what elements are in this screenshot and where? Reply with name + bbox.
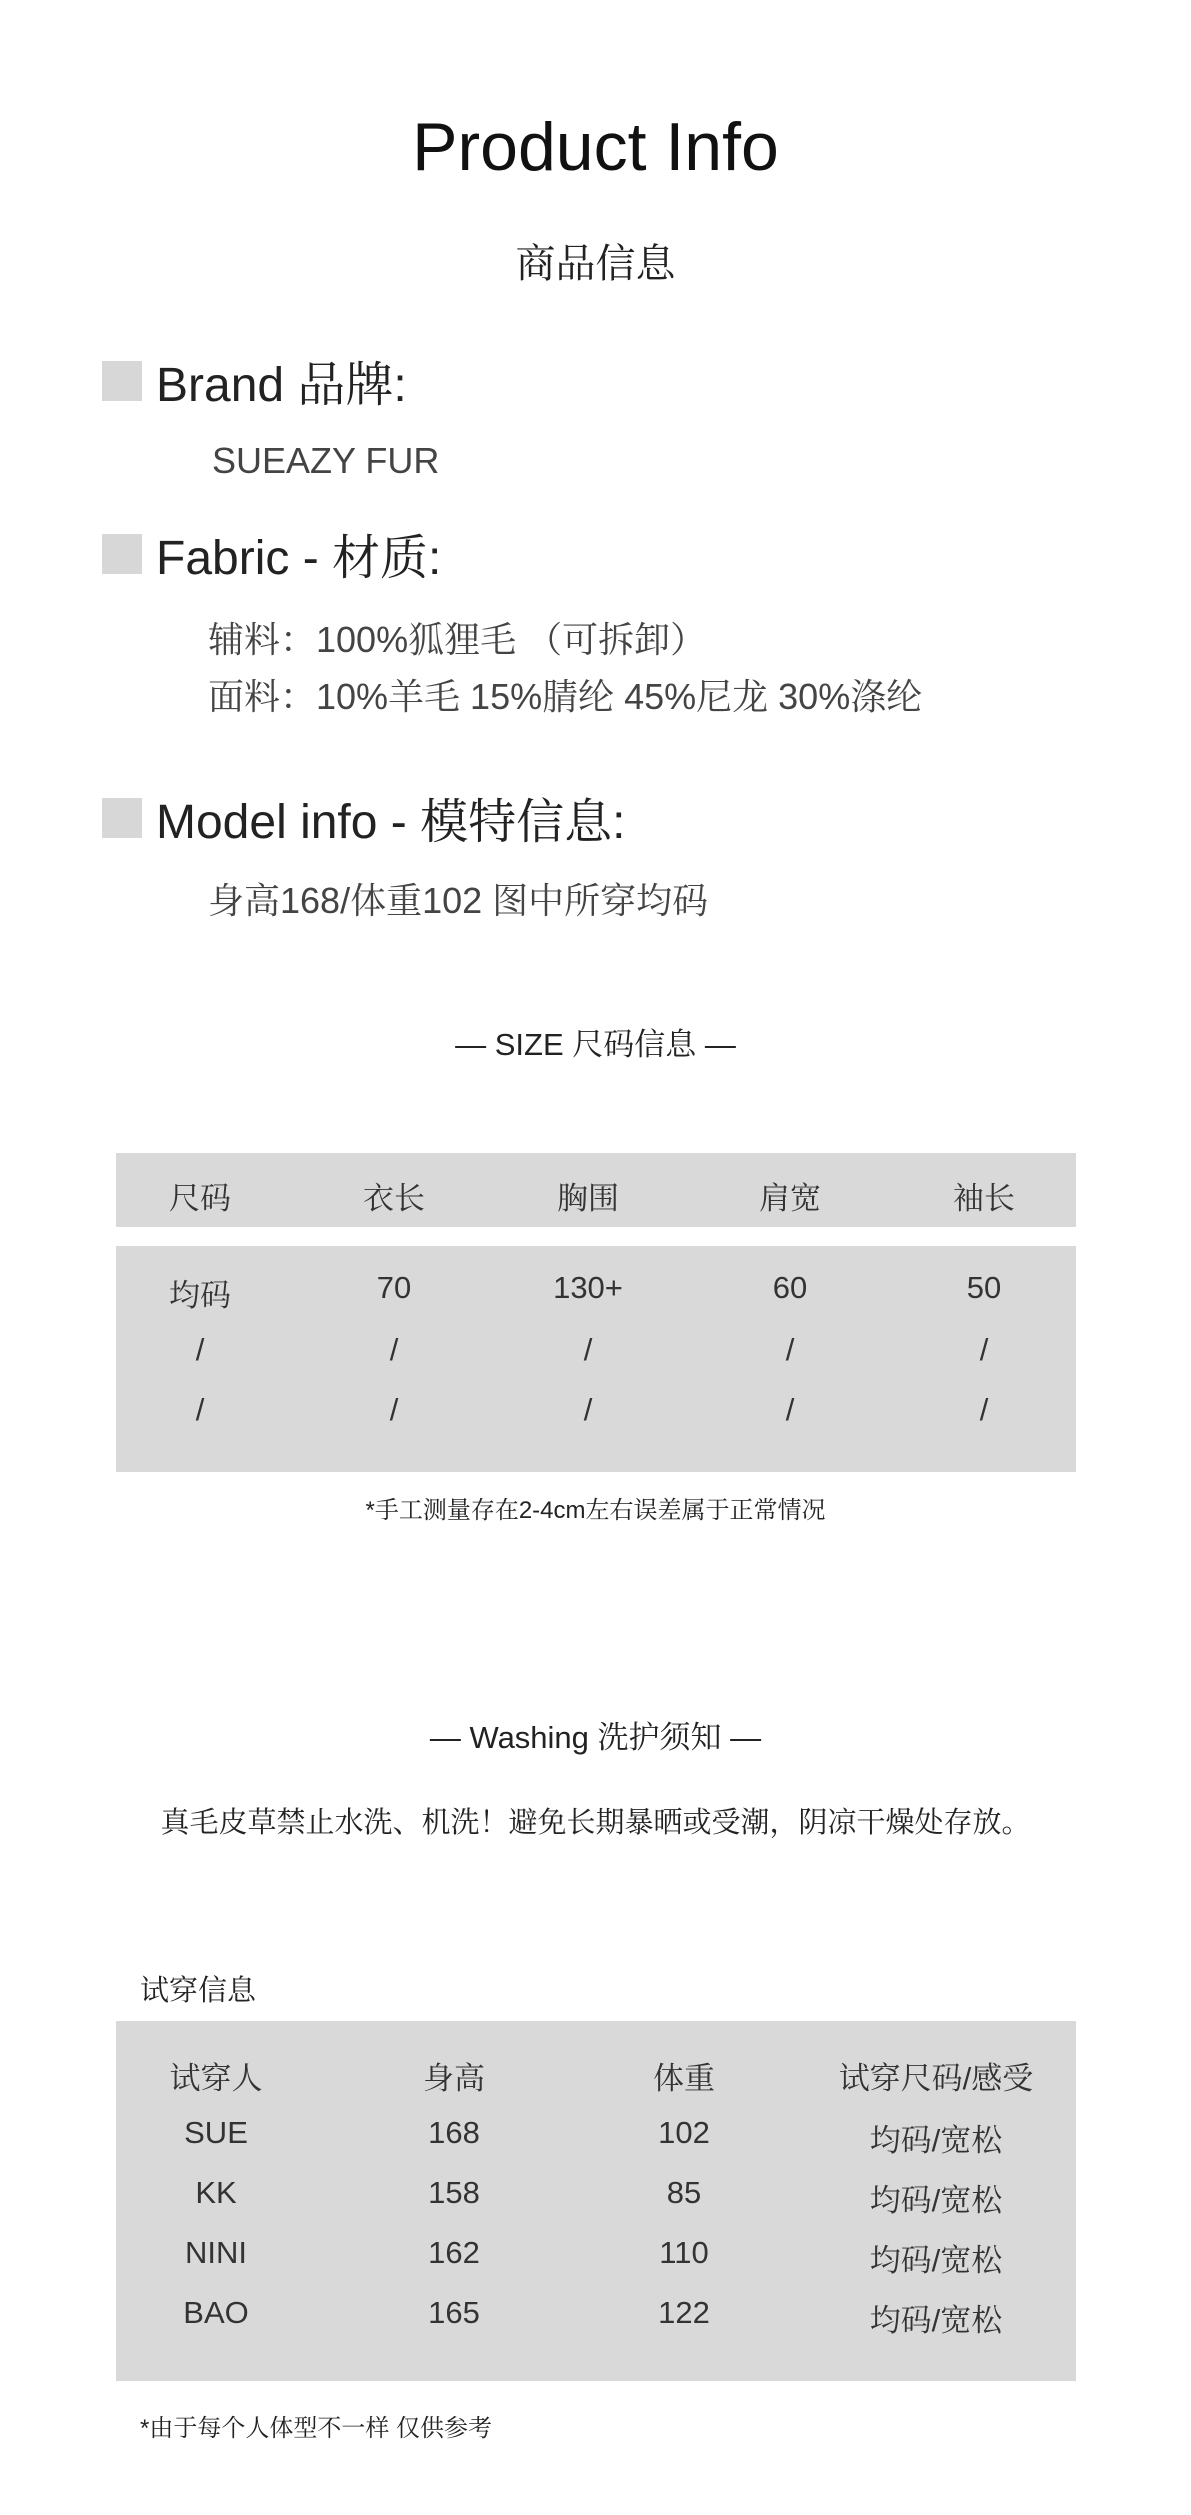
bullet-square-icon <box>102 798 142 838</box>
table-cell: NINI <box>185 2235 247 2270</box>
table-cell: / <box>979 1332 989 1367</box>
table-cell: / <box>785 1332 795 1367</box>
table-cell: / <box>583 1332 593 1367</box>
table-cell: 168 <box>428 2115 480 2150</box>
fit-section-title: 试穿信息 <box>140 1975 257 2007</box>
brand-value: SUEAZY FUR <box>212 440 440 481</box>
table-cell: 均码 <box>169 1278 231 1313</box>
fabric-line-main: 面料：10%羊毛 15%腈纶 45%尼龙 30%涤纶 <box>208 676 923 717</box>
table-cell: / <box>979 1392 989 1427</box>
fabric-line-accessory: 辅料：100%狐狸毛 （可拆卸） <box>208 619 707 660</box>
size-header-cell: 胸围 <box>557 1181 619 1216</box>
table-cell: 158 <box>428 2175 480 2210</box>
table-cell: 50 <box>966 1270 1002 1305</box>
table-cell: / <box>389 1332 399 1367</box>
table-cell: 60 <box>772 1270 808 1305</box>
model-label: Model info - 模特信息: <box>156 796 626 849</box>
page-subtitle: 商品信息 <box>515 242 676 286</box>
washing-section-title: — Washing 洗护须知 — <box>429 1720 762 1755</box>
table-cell: 70 <box>376 1270 412 1305</box>
table-cell: KK <box>195 2175 237 2210</box>
model-heading <box>102 783 625 852</box>
fabric-label: Fabric - 材质: <box>156 532 442 585</box>
bullet-square-icon <box>102 534 142 574</box>
fit-header-cell: 体重 <box>653 2061 715 2096</box>
table-cell: / <box>389 1392 399 1427</box>
size-table-header <box>116 1153 1076 1227</box>
table-cell: 130+ <box>553 1270 623 1305</box>
fit-table <box>116 2021 1076 2381</box>
size-header-cell: 袖长 <box>953 1181 1015 1216</box>
size-header-cell: 衣长 <box>363 1181 425 1216</box>
fit-header-cell: 试穿人 <box>169 2061 263 2096</box>
table-cell: 110 <box>659 2235 709 2270</box>
size-section-title: — SIZE 尺码信息 — <box>455 1027 736 1062</box>
table-cell: 均码/宽松 <box>869 2243 1003 2278</box>
fit-header-cell: 试穿尺码/感受 <box>838 2061 1034 2096</box>
page-title: Product Info <box>412 109 779 185</box>
table-cell: 85 <box>666 2175 702 2210</box>
table-cell: 165 <box>428 2295 480 2330</box>
table-cell: / <box>785 1392 795 1427</box>
table-cell: / <box>195 1332 205 1367</box>
bullet-square-icon <box>102 361 142 401</box>
table-cell: 122 <box>658 2295 710 2330</box>
size-header-cell: 肩宽 <box>759 1181 821 1216</box>
fabric-heading <box>102 519 441 588</box>
size-note: *手工测量存在2-4cm左右误差属于正常情况 <box>365 1497 826 1524</box>
table-cell: BAO <box>183 2295 249 2330</box>
size-header-cell: 尺码 <box>169 1181 231 1216</box>
table-cell: 均码/宽松 <box>869 2183 1003 2218</box>
table-cell: SUE <box>184 2115 248 2150</box>
model-value: 身高168/体重102 图中所穿均码 <box>208 880 709 921</box>
table-cell: 102 <box>658 2115 710 2150</box>
fit-note: *由于每个人体型不一样 仅供参考 <box>140 2415 493 2442</box>
table-cell: 162 <box>428 2235 480 2270</box>
table-cell: / <box>195 1392 205 1427</box>
washing-text: 真毛皮草禁止水洗、机洗！避免长期暴晒或受潮，阴凉干燥处存放。 <box>160 1807 1031 1839</box>
table-cell: / <box>583 1392 593 1427</box>
brand-heading <box>102 346 407 415</box>
table-cell: 均码/宽松 <box>869 2303 1003 2338</box>
size-table-body <box>116 1246 1076 1472</box>
brand-label: Brand 品牌: <box>156 359 407 412</box>
fit-header-cell: 身高 <box>423 2061 485 2096</box>
table-cell: 均码/宽松 <box>869 2123 1003 2158</box>
